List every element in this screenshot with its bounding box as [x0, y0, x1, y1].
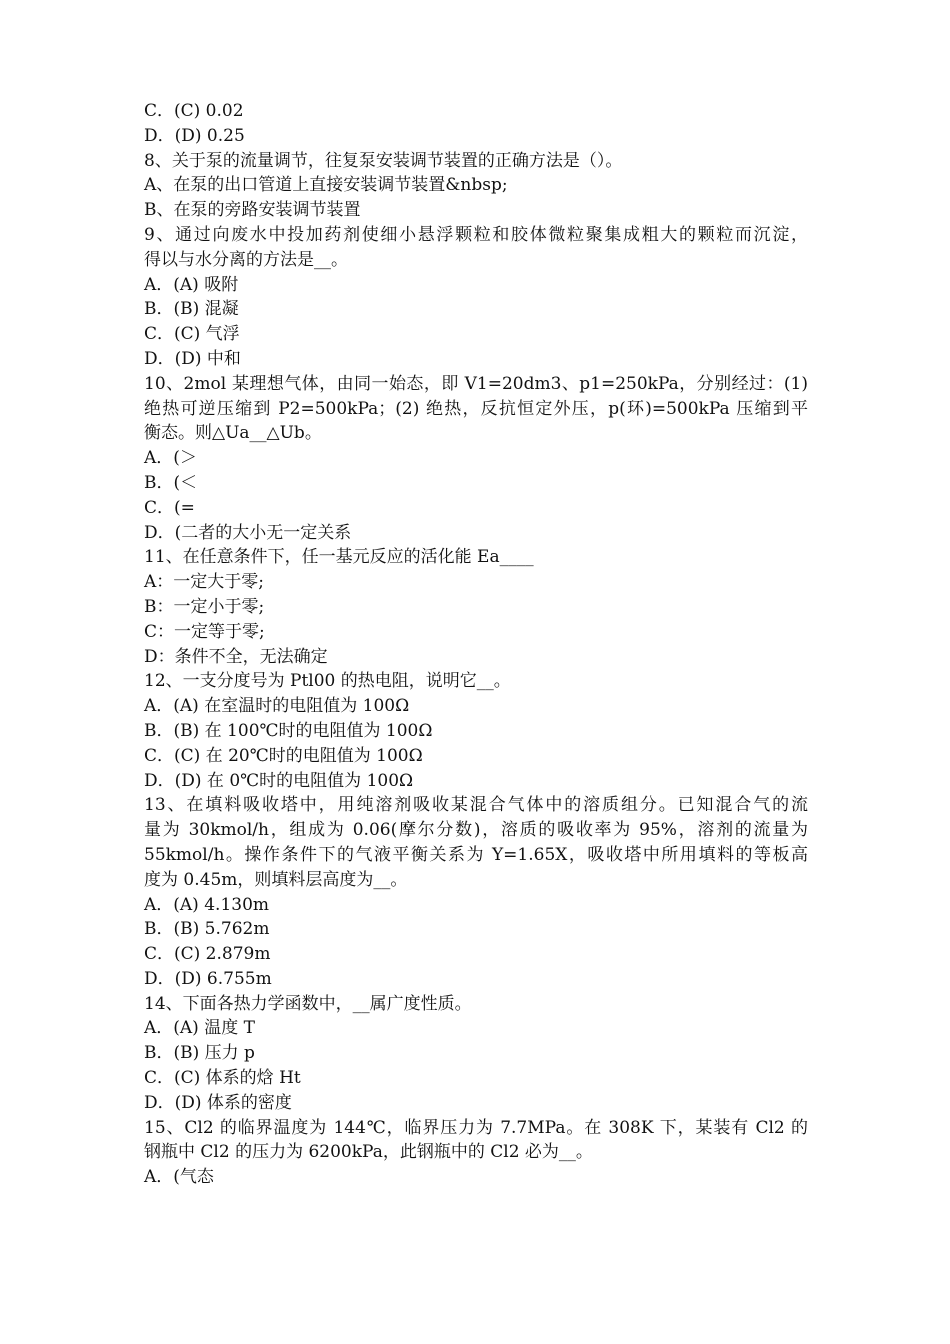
text-line: 14、下面各热力学函数中，__属广度性质。: [144, 993, 472, 1014]
text-line: D．(D) 中和: [144, 348, 241, 369]
text-line: B：一定小于零;: [144, 596, 265, 617]
text-line: C：一定等于零;: [144, 621, 265, 642]
text-line: B、在泵的旁路安装调节装置: [144, 200, 361, 221]
text-line: 15、Cl2 的临界温度为 144℃，临界压力为 7.7MPa。在 308K 下，某装有 Cl2 的: [144, 1117, 808, 1138]
document-page: [144, 99, 808, 1190]
text-line: A．(A) 在室温时的电阻值为 100Ω: [144, 696, 410, 717]
text-line: D．(D) 在 0℃时的电阻值为 100Ω: [144, 770, 414, 791]
text-line: B．(＜: [144, 472, 198, 493]
text-line: 8、关于泵的流量调节，往复泵安装调节装置的正确方法是（）。: [144, 150, 623, 171]
text-line: B．(B) 5.762m: [144, 919, 270, 940]
text-line: 11、在任意条件下，任一基元反应的活化能 Ea____: [144, 547, 534, 568]
text-line: A、在泵的出口管道上直接安装调节装置&nbsp;: [144, 175, 508, 196]
text-line: A．(A) 吸附: [144, 274, 239, 295]
text-line: B．(B) 在 100℃时的电阻值为 100Ω: [144, 720, 433, 741]
text-line: 度为 0.45m，则填料层高度为__。: [144, 869, 408, 890]
text-line: 9、通过向废水中投加药剂使细小悬浮颗粒和胶体微粒聚集成粗大的颗粒而沉淀，: [144, 224, 808, 245]
text-line: A．(A) 温度 T: [144, 1018, 255, 1039]
text-line: C．(C) 2.879m: [144, 944, 271, 965]
text-line: D：条件不全，无法确定: [144, 646, 328, 667]
text-line: B．(B) 压力 p: [144, 1043, 255, 1064]
text-line: A．(气态: [144, 1167, 214, 1188]
text-line: 13、在填料吸收塔中，用纯溶剂吸收某混合气体中的溶质组分。已知混合气的流: [144, 795, 808, 816]
text-line: C．(C) 气浮: [144, 324, 240, 345]
text-line: 绝热可逆压缩到 P2=500kPa；(2) 绝热，反抗恒定外压，p(环)=500kPa 压缩到平: [144, 398, 808, 419]
text-line: 10、2mol 某理想气体，由同一始态，即 V1=20dm3、p1=250kPa，分别经过：(1): [144, 373, 808, 394]
text-line: C．(C) 在 20℃时的电阻值为 100Ω: [144, 745, 423, 766]
text-line: A．(A) 4.130m: [144, 894, 270, 915]
text-line: 55kmol/h。操作条件下的气液平衡关系为 Y=1.65X，吸收塔中所用填料的等板高: [144, 844, 808, 865]
text-line: D．(D) 0.25: [144, 125, 245, 146]
text-line: 12、一支分度号为 Ptl00 的热电阻，说明它__。: [144, 671, 511, 692]
text-line: D．(二者的大小无一定关系: [144, 522, 352, 543]
text-line: A．(＞: [144, 448, 197, 469]
text-line: A：一定大于零;: [144, 572, 265, 593]
text-line: 衡态。则△Ua__△Ub。: [144, 423, 322, 444]
text-line: D．(D) 体系的密度: [144, 1092, 292, 1113]
text-line: B．(B) 混凝: [144, 299, 239, 320]
text-line: 钢瓶中 Cl2 的压力为 6200kPa，此钢瓶中的 Cl2 必为__。: [144, 1142, 593, 1163]
text-line: 得以与水分离的方法是__。: [144, 249, 348, 270]
text-line: 量为 30kmol/h，组成为 0.06(摩尔分数)，溶质的吸收率为 95%，溶剂的流量为: [144, 820, 808, 841]
text-line: C．(=: [144, 497, 195, 518]
text-line: C．(C) 0.02: [144, 101, 244, 121]
text-line: C．(C) 体系的焓 Ht: [144, 1068, 301, 1089]
text-line: D．(D) 6.755m: [144, 968, 272, 989]
